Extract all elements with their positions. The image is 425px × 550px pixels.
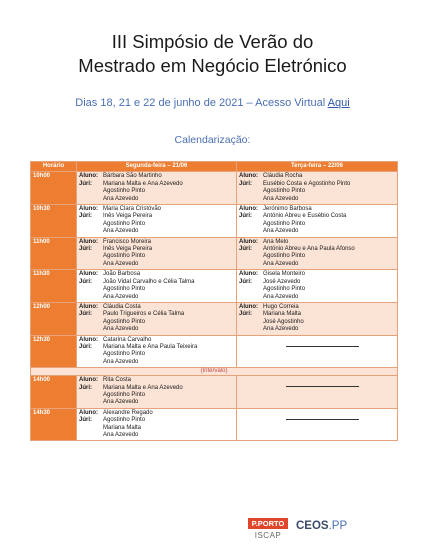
juri-line: [239, 311, 395, 318]
jury-member: Eusébio Costa e Agostinho Pinto: [263, 180, 351, 187]
juri-line: [239, 188, 395, 195]
jury-member: Agostinho Pinto: [103, 318, 146, 325]
jury-member: João Vidal Carvalho e Célia Talma: [103, 278, 195, 285]
juri-line: [79, 344, 234, 351]
student-name: Catarina Carvalho: [103, 336, 152, 343]
juri-label: Júri:: [79, 417, 93, 424]
juri-line: [79, 432, 234, 439]
juri-line: [239, 221, 395, 228]
event-dates-text: Dias 18, 21 e 22 de junho de 2021 – Acesso Virtual: [75, 97, 328, 109]
table-header-row: [31, 162, 398, 172]
jury-member: Mariana Malta: [263, 311, 302, 318]
juri-line: [79, 294, 234, 301]
jury-member: Ana Azevedo: [263, 326, 299, 333]
jury-member: José Agostinho: [263, 318, 304, 325]
table-row: [31, 237, 398, 270]
juri-label: Júri:: [79, 246, 93, 253]
jury-member: Agostinho Pinto: [103, 220, 146, 227]
juri-line: [79, 392, 234, 399]
juri-line: [239, 279, 395, 286]
jury-member: Inês Veiga Pereira: [103, 213, 153, 220]
juri-line: [239, 319, 395, 326]
juri-line: [239, 228, 395, 235]
jury-member: Paulo Trigueiros e Célia Talma: [103, 311, 185, 318]
student-name: João Barbosa: [103, 271, 141, 278]
juri-line: [239, 181, 395, 188]
jury-member: Ana Azevedo: [103, 399, 139, 406]
time-cell: 10h00: [31, 172, 77, 205]
juri-label: Júri:: [239, 278, 253, 285]
time-cell: 12h00: [31, 302, 77, 335]
jury-member: Agostinho Pinto: [263, 253, 306, 260]
interval-cell: (Intervalo): [31, 368, 398, 376]
aluno-label: Aluno:: [239, 303, 258, 310]
juri-line: [79, 326, 234, 333]
juri-line: [239, 326, 395, 333]
jury-member: Ana Azevedo: [263, 260, 299, 267]
jury-member: António Abreu e Eusébio Costa: [263, 213, 347, 220]
jury-member: Agostinho Pinto: [103, 391, 146, 398]
juri-label: Júri:: [79, 213, 93, 220]
aluno-label: Aluno:: [79, 206, 98, 213]
aluno-line: [239, 206, 395, 213]
juri-line: [79, 196, 234, 203]
table-row: [31, 335, 398, 368]
ceos-logo: [296, 520, 347, 532]
monday-cell: [77, 237, 237, 270]
aluno-line: [79, 337, 234, 344]
jury-member: Ana Azevedo: [263, 293, 299, 300]
aluno-line: [239, 304, 395, 311]
time-cell: 14h00: [31, 376, 77, 409]
event-dates: [0, 97, 425, 109]
jury-member: Ana Azevedo: [103, 358, 139, 365]
jury-member: José Azevedo: [263, 278, 301, 285]
juri-line: [79, 188, 234, 195]
juri-line: [79, 228, 234, 235]
jury-member: Agostinho Pinto: [263, 188, 306, 195]
jury-member: Mariana Malta e Ana Azevedo: [103, 384, 183, 391]
student-name: Maria Clara Cristóvão: [103, 206, 162, 213]
jury-member: Agostinho Pinto: [103, 351, 146, 358]
table-row: [31, 205, 398, 238]
time-cell: 12h30: [31, 335, 77, 368]
jury-member: Mariana Malta e Ana Azevedo: [103, 180, 183, 187]
page-title-line2: Mestrado em Negócio Eletrónico: [78, 55, 347, 76]
interval-row: [31, 368, 398, 376]
header-time: Horário: [31, 162, 77, 172]
time-cell: 10h30: [31, 205, 77, 238]
aluno-line: [79, 206, 234, 213]
page-title-line1: III Simpósio de Verão do: [111, 31, 314, 52]
aluno-line: [79, 377, 234, 384]
jury-member: Mariana Malta e Ana Paula Teixeira: [103, 343, 198, 350]
aluno-label: Aluno:: [239, 206, 258, 213]
aluno-label: Aluno:: [79, 173, 98, 180]
student-name: Rita Costa: [103, 377, 132, 384]
time-cell: 14h30: [31, 408, 77, 441]
aluno-line: [79, 304, 234, 311]
calendar-label: Calendarização:: [174, 134, 251, 146]
juri-line: [79, 221, 234, 228]
juri-label: Júri:: [79, 384, 93, 391]
juri-line: [79, 279, 234, 286]
tuesday-cell: [237, 335, 398, 368]
juri-line: [239, 261, 395, 268]
monday-cell: [77, 335, 237, 368]
juri-line: [239, 246, 395, 253]
aluno-label: Aluno:: [79, 303, 98, 310]
jury-member: Ana Azevedo: [103, 228, 139, 235]
juri-label: Júri:: [79, 180, 93, 187]
student-name: Jerónimo Barbosa: [263, 206, 312, 213]
student-name: Bárbara São Martinho: [103, 173, 162, 180]
ceos-logo-pp: .PP: [328, 520, 348, 532]
tuesday-cell: [237, 205, 398, 238]
student-name: Hugo Correia: [263, 303, 299, 310]
juri-line: [79, 181, 234, 188]
student-name: Francisco Moreira: [103, 238, 152, 245]
monday-cell: [77, 302, 237, 335]
jury-member: Inês Veiga Pereira: [103, 246, 153, 253]
header-monday: Segunda-feira – 21/06: [77, 162, 237, 172]
ceos-logo-text: CEOS: [296, 520, 329, 532]
juri-label: Júri:: [239, 213, 253, 220]
header-tuesday: Terça-feira – 22/06: [237, 162, 398, 172]
monday-cell: [77, 205, 237, 238]
tuesday-cell: [237, 376, 398, 409]
juri-line: [79, 399, 234, 406]
jury-member: Ana Azevedo: [263, 228, 299, 235]
tuesday-cell: [237, 237, 398, 270]
table-row: [31, 172, 398, 205]
juri-line: [79, 417, 234, 424]
student-name: Cláudia Costa: [103, 303, 141, 310]
student-name: Cláudia Rocha: [263, 173, 303, 180]
tuesday-cell: [237, 172, 398, 205]
table-row: [31, 376, 398, 409]
juri-line: [79, 213, 234, 220]
juri-line: [79, 311, 234, 318]
juri-label: Júri:: [239, 246, 253, 253]
aluno-label: Aluno:: [239, 271, 258, 278]
pporto-iscap-logo: [248, 518, 288, 542]
tuesday-cell: [237, 270, 398, 303]
student-name: Alexandre Regado: [103, 409, 153, 416]
aluno-label: Aluno:: [79, 238, 98, 245]
juri-line: [79, 261, 234, 268]
access-link[interactable]: Aqui: [327, 97, 350, 109]
jury-member: Agostinho Pinto: [263, 220, 306, 227]
jury-member: Agostinho Pinto: [103, 253, 146, 260]
juri-line: [79, 253, 234, 260]
jury-member: Agostinho Pinto: [103, 417, 146, 424]
juri-line: [239, 253, 395, 260]
aluno-line: [239, 173, 395, 180]
pporto-logo-text: P.PORTO: [248, 518, 288, 529]
jury-member: Ana Azevedo: [103, 195, 139, 202]
aluno-line: [79, 410, 234, 417]
juri-line: [239, 213, 395, 220]
juri-label: Júri:: [79, 311, 93, 318]
blank-line: [286, 346, 359, 347]
jury-member: Ana Azevedo: [103, 260, 139, 267]
student-name: Gisela Monteiro: [263, 271, 306, 278]
jury-member: Ana Azevedo: [103, 432, 139, 438]
juri-label: Júri:: [79, 278, 93, 285]
time-cell: 11h00: [31, 237, 77, 270]
jury-member: Mariana Malta: [103, 424, 142, 431]
tuesday-cell: [237, 302, 398, 335]
juri-line: [79, 425, 234, 432]
juri-label: Júri:: [239, 180, 253, 187]
jury-member: Agostinho Pinto: [103, 286, 146, 293]
monday-cell: [77, 376, 237, 409]
iscap-logo-text: ISCAP: [254, 531, 282, 540]
juri-line: [79, 351, 234, 358]
aluno-line: [79, 239, 234, 246]
student-name: Ana Melo: [263, 238, 289, 245]
aluno-label: Aluno:: [239, 238, 258, 245]
jury-member: Ana Azevedo: [103, 326, 139, 333]
jury-member: Agostinho Pinto: [263, 286, 306, 293]
blank-line: [286, 386, 359, 387]
juri-line: [79, 246, 234, 253]
aluno-line: [79, 271, 234, 278]
juri-label: Júri:: [79, 343, 93, 350]
aluno-label: Aluno:: [79, 409, 98, 416]
jury-member: António Abreu e Ana Paula Afonso: [263, 246, 355, 253]
time-cell: 11h30: [31, 270, 77, 303]
tuesday-cell: [237, 408, 398, 441]
aluno-label: Aluno:: [79, 271, 98, 278]
juri-line: [239, 294, 395, 301]
table-row: [31, 270, 398, 303]
juri-line: [79, 385, 234, 392]
aluno-label: Aluno:: [79, 336, 98, 343]
juri-line: [79, 286, 234, 293]
jury-member: Agostinho Pinto: [103, 188, 146, 195]
jury-member: Ana Azevedo: [263, 195, 299, 202]
monday-cell: [77, 270, 237, 303]
table-row: [31, 408, 398, 441]
monday-cell: [77, 172, 237, 205]
aluno-label: Aluno:: [79, 377, 98, 384]
monday-cell: [77, 408, 237, 441]
juri-line: [239, 196, 395, 203]
blank-line: [286, 419, 359, 420]
aluno-line: [239, 271, 395, 278]
juri-line: [79, 319, 234, 326]
jury-member: Ana Azevedo: [103, 293, 139, 300]
juri-line: [79, 359, 234, 366]
table-row: [31, 302, 398, 335]
schedule-table: [30, 161, 398, 441]
juri-line: [239, 286, 395, 293]
aluno-line: [239, 239, 395, 246]
juri-label: Júri:: [239, 311, 253, 318]
aluno-label: Aluno:: [239, 173, 258, 180]
aluno-line: [79, 173, 234, 180]
